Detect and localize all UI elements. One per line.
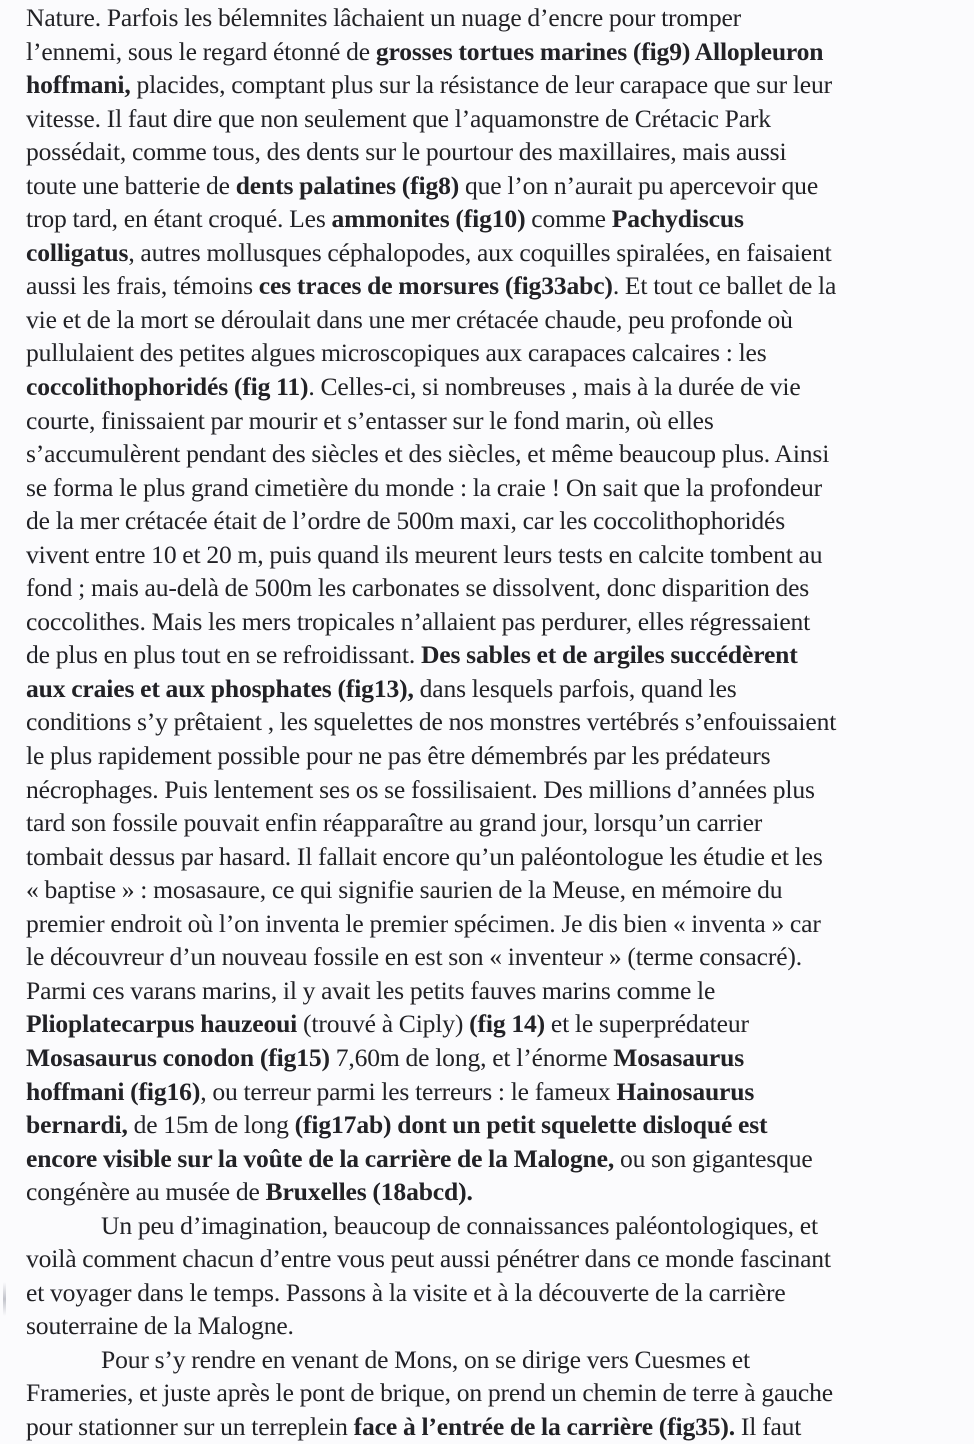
text-line [26,1007,971,1041]
bold-text-run: hoffmani (fig16) [26,1076,201,1106]
text-run: aussi les frais, témoins [26,271,259,301]
text-run: de la mer crétacée était de l’ordre de 500m maxi, car les coccolithophoridés [26,506,786,536]
text-run: placides, comptant plus sur la résistance de leur carapace que sur leur [130,70,833,100]
scan-artifact-mark [3,1282,6,1316]
bold-text-run: Mosasaurus conodon (fig15) [26,1042,330,1072]
text-run: . Celles-ci, si nombreuses , mais à la durée de vie [308,372,801,402]
text-run: que l’on n’aurait pu apercevoir que [459,170,819,200]
text-run: Un peu d’imagination, beaucoup de connaissances paléontologiques, et [101,1210,818,1240]
text-line [26,1209,971,1243]
text-run: vivent entre 10 et 20 m, puis quand ils meurent leurs tests en calcite tombent au [26,539,823,569]
text-line [26,35,971,69]
text-line [26,538,971,572]
text-line [26,672,971,706]
bold-text-run: dents palatines (fig8) [235,170,460,200]
text-run: voilà comment chacun d’entre vous peut aussi pénétrer dans ce monde fascinant [26,1244,831,1274]
text-line [26,370,971,404]
bold-text-run: grosses tortues marines (fig9) Allopleuron [375,36,824,66]
text-run: vitesse. Il faut dire que non seulement que l’aquamonstre de Crétacic Park [26,103,771,133]
bold-text-run: bernardi, [26,1110,128,1140]
text-run: se forma le plus grand cimetière du monde : la craie ! On sait que la profondeur [26,472,823,502]
text-line [26,605,971,639]
text-run: premier endroit où l’on inventa le premier spécimen. Je dis bien « inventa » car [26,908,821,938]
text-line [26,873,971,907]
text-line [26,907,971,941]
bold-text-run: hoffmani, [26,70,131,100]
bold-text-run: (fig17ab) dont un petit squelette disloqué est [294,1110,768,1140]
text-line [26,1376,971,1410]
text-line [26,1309,971,1343]
text-run: dans lesquels parfois, quand les [413,673,737,703]
text-run: fond ; mais au-delà de 500m les carbonates se dissolvent, donc disparition des [26,573,810,603]
text-line [26,437,971,471]
text-line [26,68,971,102]
text-line [26,102,971,136]
bold-text-run: Plioplatecarpus hauzeoui [26,1009,298,1039]
text-line [26,1075,971,1109]
text-run: Pour s’y rendre en venant de Mons, on se dirige vers Cuesmes et [101,1344,750,1374]
text-line [26,1242,971,1276]
text-run: et le superprédateur [545,1009,749,1039]
bold-text-run: colligatus [26,237,129,267]
bold-text-run: face à l’entrée de la carrière (fig35). [353,1411,736,1441]
document-page [26,1,971,1444]
bold-text-run: (fig 14) [469,1009,546,1039]
bold-text-run: ammonites (fig10) [331,204,526,234]
bold-text-run: ces traces de morsures (fig33abc) [258,271,613,301]
text-line [26,471,971,505]
text-run: le plus rapidement possible pour ne pas être démembrés par les prédateurs [26,741,771,771]
text-run: comme [525,204,612,234]
text-line [26,169,971,203]
text-run: et voyager dans le temps. Passons à la visite et à la découverte de la carrière [26,1277,786,1307]
text-line [26,806,971,840]
bold-text-run: aux craies et aux phosphates (fig13), [26,673,414,703]
text-run: vie et de la mort se déroulait dans une mer crétacée chaude, peu profonde où [26,304,793,334]
text-line [26,974,971,1008]
text-line [26,940,971,974]
text-run: congénère au musée de [26,1177,266,1207]
text-line [26,1,971,35]
text-line [26,1343,971,1377]
text-run: conditions s’y prêtaient , les squelettes de nos monstres vertébrés s’enfouissaient [26,707,837,737]
bold-text-run: Bruxelles (18abcd). [265,1177,473,1207]
bold-text-run: encore visible sur la voûte de la carrière de la Malogne, [26,1143,615,1173]
text-run: Frameries, et juste après le pont de brique, on prend un chemin de terre à gauche [26,1378,833,1408]
text-line [26,303,971,337]
text-line [26,1142,971,1176]
text-run: coccolithes. Mais les mers tropicales n’allaient pas perdurer, elles régressaient [26,606,811,636]
text-run: de plus en plus tout en se refroidissant. [26,640,421,670]
text-run: Il faut [735,1411,802,1441]
text-line [26,202,971,236]
text-run: pour stationner sur un terreplein [26,1411,354,1441]
text-run: . Et tout ce ballet de la [612,271,837,301]
text-line [26,840,971,874]
text-line [26,773,971,807]
text-run: le découvreur d’un nouveau fossile en est son « inventeur » (terme consacré). [26,942,803,972]
text-run: , ou terreur parmi les terreurs : le fameux [200,1076,617,1106]
text-line [26,1108,971,1142]
text-line [26,638,971,672]
text-line [26,1276,971,1310]
text-run: souterraine de la Malogne. [26,1311,294,1341]
text-run: courte, finissaient par mourir et s’entasser sur le fond marin, où elles [26,405,714,435]
text-run: 7,60m de long, et l’énorme [329,1042,614,1072]
text-line [26,705,971,739]
text-run: l’ennemi, sous le regard étonné de [26,36,376,66]
text-line [26,1041,971,1075]
text-line [26,236,971,270]
text-run: toute une batterie de [26,170,236,200]
text-line [26,1175,971,1209]
text-line [26,336,971,370]
text-run: Nature. Parfois les bélemnites lâchaient un nuage d’encre pour tromper [26,3,742,32]
text-run: tombait dessus par hasard. Il fallait encore qu’un paléontologue les étudie et les [26,841,823,871]
text-run: pullulaient des petites algues microscopiques aux carapaces calcaires : les [26,338,767,368]
bold-text-run: Des sables et de argiles succédèrent [420,640,798,670]
text-run: s’accumulèrent pendant des siècles et des siècles, et même beaucoup plus. Ainsi [26,439,830,469]
text-run: tard son fossile pouvait enfin réapparaître au grand jour, lorsqu’un carrier [26,808,763,838]
text-run: nécrophages. Puis lentement ses os se fossilisaient. Des millions d’années plus [26,774,815,804]
text-run: , autres mollusques céphalopodes, aux coquilles spiralées, en faisaient [128,237,832,267]
text-line [26,739,971,773]
bold-text-run: Mosasaurus [613,1042,745,1072]
text-run: de 15m de long [127,1110,295,1140]
text-line [26,404,971,438]
text-run: « baptise » : mosasaure, ce qui signifie saurien de la Meuse, en mémoire du [26,875,783,905]
text-run: trop tard, en étant croqué. Les [26,204,332,234]
text-line [26,1410,971,1444]
text-line [26,269,971,303]
text-line [26,504,971,538]
text-run: (trouvé à Ciply) [297,1009,470,1039]
bold-text-run: Pachydiscus [611,204,744,234]
text-run: ou son gigantesque [614,1143,813,1173]
text-run: Parmi ces varans marins, il y avait les petits fauves marins comme le [26,975,716,1005]
text-run: possédait, comme tous, des dents sur le pourtour des maxillaires, mais aussi [26,137,787,167]
text-line [26,135,971,169]
text-line [26,571,971,605]
bold-text-run: coccolithophoridés (fig 11) [26,372,309,402]
bold-text-run: Hainosaurus [616,1076,755,1106]
